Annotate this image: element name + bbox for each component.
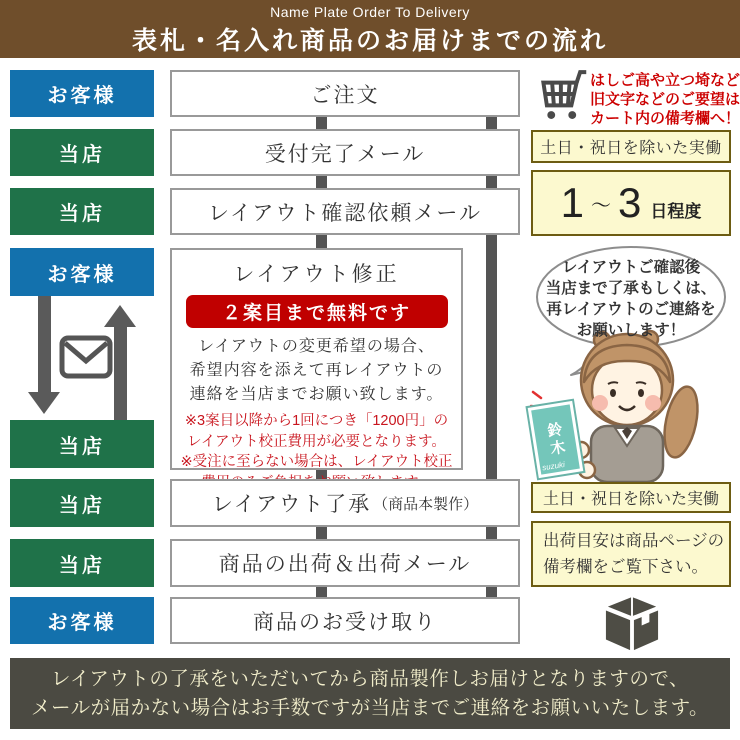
package-icon	[601, 596, 663, 652]
up-arrow-icon	[104, 305, 136, 327]
nameplate-text-ja: 鈴木	[544, 420, 567, 459]
bubble-message	[531, 257, 731, 341]
step-box-receive: 商品のお受け取り	[170, 597, 520, 644]
duration-to: 3	[618, 179, 642, 226]
actor-label-store: 当店	[10, 479, 154, 527]
cart-remarks-note	[590, 71, 740, 128]
shipping-note-line: 備考欄をご覧下さい。	[543, 558, 708, 576]
bubble-line: 再レイアウトのご連絡を	[546, 301, 716, 318]
cart-note-line: 旧文字などのご要望は	[590, 91, 740, 108]
actor-label-store: 当店	[10, 129, 154, 176]
header-banner	[0, 0, 740, 58]
actor-label-customer: お客様	[10, 597, 154, 644]
step-sub-label: （商品本製作）	[373, 495, 479, 513]
working-days-note-bottom: 土日・祝日を除いた実働	[531, 482, 731, 513]
step-box-shipping: 商品の出荷＆出荷メール	[170, 539, 520, 587]
actor-label-store: 当店	[10, 420, 154, 468]
revision-body-text	[172, 335, 461, 407]
down-arrow-shaft	[38, 296, 51, 392]
up-arrow-shaft	[114, 327, 127, 420]
working-days-note-top: 土日・祝日を除いた実働	[531, 130, 731, 163]
revision-body-line: レイアウトの変更希望の場合、	[198, 338, 435, 355]
duration-unit: 日程度	[650, 201, 702, 221]
revision-step-box	[170, 248, 463, 470]
bubble-line: お願いします！	[576, 322, 686, 339]
step-box-reception-mail: 受付完了メール	[170, 129, 520, 176]
footer-line: レイアウトの了承をいただいてから商品製作しお届けとなりますので、	[50, 667, 690, 690]
shipping-estimate-note	[531, 521, 731, 587]
revision-note-line: ※3案目以降から1回につき「1200円」の	[184, 413, 449, 429]
cart-icon	[532, 64, 588, 124]
step-box-order: ご注文	[170, 70, 520, 117]
duration-from: 1	[560, 179, 584, 226]
actor-label-customer: お客様	[10, 70, 154, 117]
bubble-line: 当店まで了承もしくは、	[545, 280, 717, 297]
actor-label-customer: お客様	[10, 248, 154, 296]
bubble-line: レイアウトご確認後	[561, 259, 701, 276]
duration-box	[531, 170, 731, 236]
actor-label-store: 当店	[10, 539, 154, 587]
step-label: レイアウト了承	[211, 493, 372, 516]
footer-notice	[10, 658, 730, 729]
down-arrow-icon	[28, 392, 60, 414]
revision-title: レイアウト修正	[233, 263, 400, 286]
nameplate-text-en: suzuki	[541, 459, 566, 473]
revision-body-line: 希望内容を添えて再レイアウトの	[189, 362, 444, 379]
header-title-ja: 表札・名入れ商品のお届けまでの流れ	[131, 27, 608, 55]
revision-note-line: ※受注に至らない場合は、レイアウト校正	[180, 454, 453, 470]
revision-body-line: 連絡を当店までお願い致します。	[189, 386, 444, 403]
actor-label-store: 当店	[10, 188, 154, 235]
step-box-layout-approval	[170, 479, 520, 527]
cart-note-line: カート内の備考欄へ！	[590, 110, 740, 127]
revision-note-line: レイアウト校正費用が必要となります。	[187, 433, 446, 450]
free-revision-badge: ２案目まで無料です	[186, 295, 448, 328]
mail-icon	[58, 334, 114, 380]
step-box-layout-confirm-mail: レイアウト確認依頼メール	[170, 188, 520, 235]
header-title-en: Name Plate Order To Delivery	[270, 4, 470, 20]
cart-note-line: はしご高や立つ埼など	[590, 72, 740, 89]
duration-tilde: ～	[591, 194, 611, 217]
footer-line: メールが届かない場合はお手数ですが当店までご連絡をお願いいたします。	[30, 696, 710, 719]
shipping-note-line: 出荷目安は商品ページの	[543, 532, 725, 550]
